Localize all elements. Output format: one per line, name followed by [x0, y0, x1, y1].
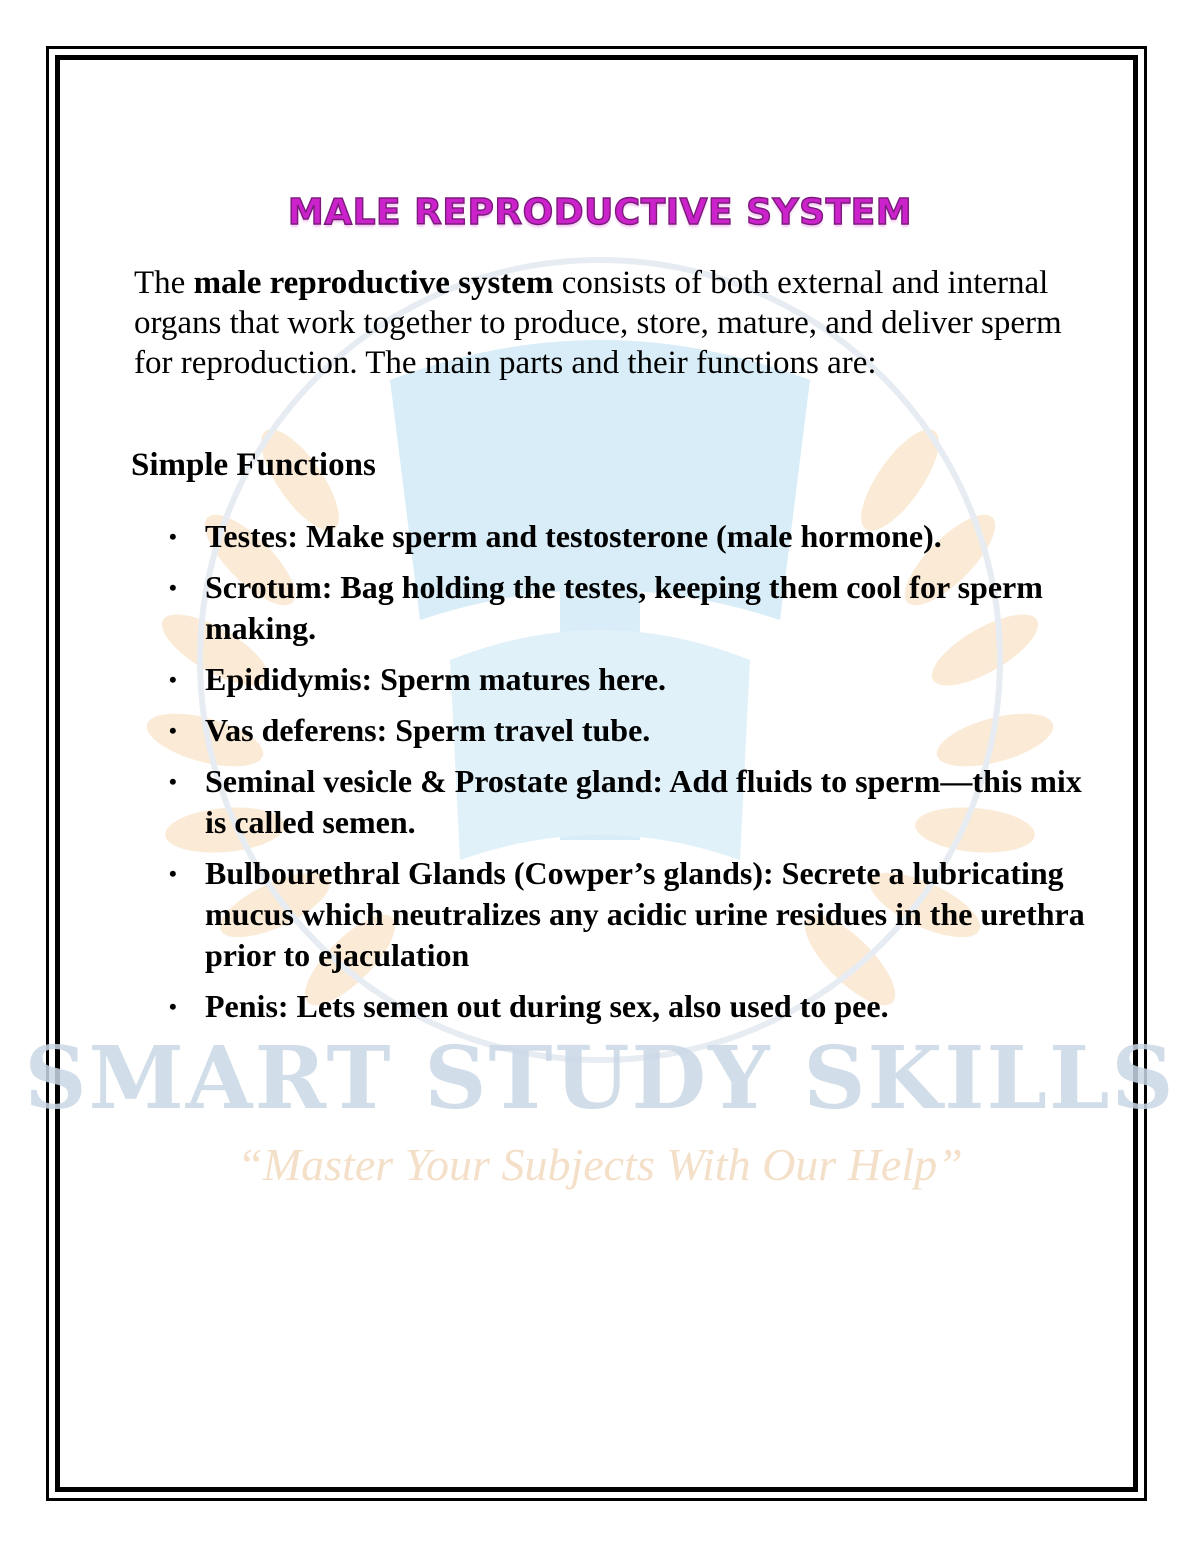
function-text: Vas deferens: Sperm travel tube. — [205, 712, 651, 748]
functions-list — [169, 516, 1085, 1037]
function-text: Testes: Make sperm and testosterone (male hormone). — [205, 518, 942, 554]
intro-paragraph — [134, 263, 1084, 383]
bullet-icon: • — [169, 718, 177, 743]
intro-prefix: The — [134, 265, 194, 301]
function-item-epididymis — [169, 659, 1085, 700]
function-text: Penis: Lets semen out during sex, also used to pee. — [205, 988, 889, 1024]
intro-suffix: consists of both external and internal organs that work together to produce, store, mature, and deliver sperm for reproduction. The main parts and their functions are: — [134, 265, 1062, 381]
document-title: MALE REPRODUCTIVE SYSTEM — [287, 192, 913, 233]
bullet-icon: • — [169, 524, 177, 549]
function-item-testes — [169, 516, 1085, 557]
bullet-icon: • — [169, 769, 177, 794]
bullet-icon: • — [169, 667, 177, 692]
function-item-scrotum — [169, 567, 1085, 649]
function-item-penis — [169, 986, 1085, 1027]
bullet-icon: • — [169, 575, 177, 600]
intro-bold-term: male reproductive system — [193, 265, 554, 301]
watermark-slogan: “Master Your Subjects With Our Help” — [237, 1139, 963, 1190]
section-heading: Simple Functions — [131, 447, 376, 483]
bullet-icon: • — [169, 994, 177, 1019]
bullet-icon: • — [169, 861, 177, 886]
function-text: Scrotum: Bag holding the testes, keeping them cool for sperm making. — [205, 569, 1043, 646]
function-text: Bulbourethral Glands (Cowper’s glands): Secrete a lubricating mucus which neutralizes any acidic urine residues in the urethra prior to ejaculation — [205, 855, 1085, 973]
function-text: Seminal vesicle & Prostate gland: Add fluids to sperm—this mix is called semen. — [205, 763, 1082, 840]
function-item-seminal-vesicle — [169, 761, 1085, 843]
function-item-vas-deferens — [169, 710, 1085, 751]
watermark-brand: SMART STUDY SKILLS — [24, 1028, 1176, 1129]
function-text: Epididymis: Sperm matures here. — [205, 661, 667, 697]
function-item-bulbourethral — [169, 853, 1085, 976]
